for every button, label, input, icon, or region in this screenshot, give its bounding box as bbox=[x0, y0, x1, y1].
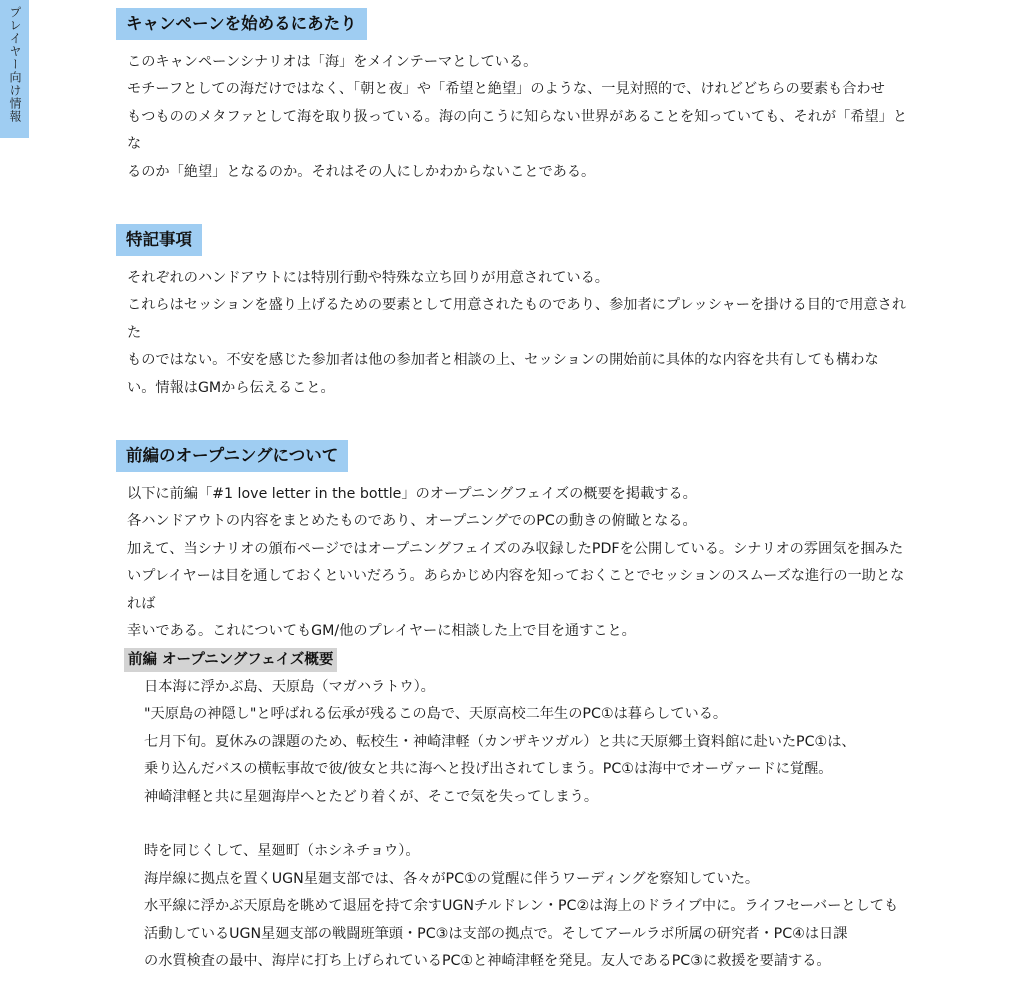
body-line: 以下に前編「#1 love letter in the bottle」のオープニングフェイズの概要を掲載する。 bbox=[127, 486, 697, 502]
section-body-campaign-start bbox=[127, 49, 917, 186]
summary-line: の水質検査の最中、海岸に打ち上げられているPC①と神崎津軽を発見。友人であるPC③に救援を要請する。 bbox=[144, 953, 831, 970]
summary-line: 七月下旬。夏休みの課題のため、転校生・神崎津軽（カンザキツガル）と共に天原郷土資料館に赴いたPC①は、 bbox=[144, 733, 856, 750]
summary-body bbox=[144, 674, 919, 975]
body-line: 幸いである。これについてもGM/他のプレイヤーに相談した上で目を通すこと。 bbox=[127, 623, 636, 640]
body-line: 各ハンドアウトの内容をまとめたものであり、オープニングでのPCの動きの俯瞰となる。 bbox=[127, 513, 697, 530]
summary-line: 活動しているUGN星廻支部の戦闘班筆頭・PC③は支部の拠点で。そしてアールラボ所属の研究者・PC④は日課 bbox=[144, 925, 848, 942]
section-heading-special-notes: 特記事項 bbox=[116, 224, 202, 256]
summary-line bbox=[144, 811, 919, 838]
body-line: るのか「絶望」となるのか。それはその人にしかわからないことである。 bbox=[127, 163, 596, 180]
summary-line: 時を同じくして、星廻町（ホシネチョウ）。 bbox=[144, 843, 420, 860]
summary-line: 神崎津軽と共に星廻海岸へとたどり着くが、そこで気を失ってしまう。 bbox=[144, 788, 599, 805]
summary-line: 日本海に浮かぶ島、天原島（マガハラトウ）。 bbox=[144, 679, 435, 695]
body-line: このキャンペーンシナリオは「海」をメインテーマとしている。 bbox=[127, 54, 538, 70]
section-body-special-notes bbox=[127, 265, 917, 402]
summary-line: 乗り込んだバスの横転事故で彼/彼女と共に海へと投げ出されてしまう。PC①は海中でオーヴァードに覚醒。 bbox=[144, 761, 833, 778]
body-line: もつもののメタファとして海を取り扱っている。海の向こうに知らない世界があることを知っていても、それが「希望」とな bbox=[127, 108, 908, 153]
body-line: それぞれのハンドアウトには特別行動や特殊な立ち回りが用意されている。 bbox=[127, 270, 609, 286]
body-line: い。情報はGMから伝えること。 bbox=[127, 379, 335, 396]
side-tab bbox=[0, 0, 29, 138]
section-heading-opening: 前編のオープニングについて bbox=[116, 440, 348, 472]
body-line: これらはセッションを盛り上げるための要素として用意されたものであり、参加者にプレッシャーを掛ける目的で用意された bbox=[127, 297, 907, 341]
summary-line: "天原島の神隠し"と呼ばれる伝承が残るこの島で、天原高校二年生のPC①は暮らしている。 bbox=[144, 706, 728, 723]
section-heading-campaign-start: キャンペーンを始めるにあたり bbox=[116, 8, 367, 40]
section-body-opening bbox=[127, 481, 917, 645]
body-line: モチーフとしての海だけではなく、「朝と夜」や「希望と絶望」のような、一見対照的で、けれどどちらの要素も合わせ bbox=[127, 81, 885, 98]
summary-heading: 前編 オープニングフェイズ概要 bbox=[124, 648, 337, 672]
body-line: 加えて、当シナリオの頒布ページではオープニングフェイズのみ収録したPDFを公開している。シナリオの雰囲気を掴みた bbox=[127, 540, 904, 557]
summary-line: 海岸線に拠点を置くUGN星廻支部では、各々がPC①の覚醒に伴うワーディングを察知していた。 bbox=[144, 870, 760, 887]
body-line: ものではない。不安を感じた参加者は他の参加者と相談の上、セッションの開始前に具体的な内容を共有しても構わな bbox=[127, 352, 879, 369]
side-tab-label: プレイヤー向け情報 bbox=[8, 6, 22, 123]
body-line: いプレイヤーは目を通しておくといいだろう。あらかじめ内容を知っておくことでセッションのスムーズな進行の一助となれば bbox=[127, 568, 905, 612]
summary-line: 水平線に浮かぶ天原島を眺めて退屈を持て余すUGNチルドレン・PC②は海上のドライブ中に。ライフセーバーとしても bbox=[144, 898, 899, 915]
